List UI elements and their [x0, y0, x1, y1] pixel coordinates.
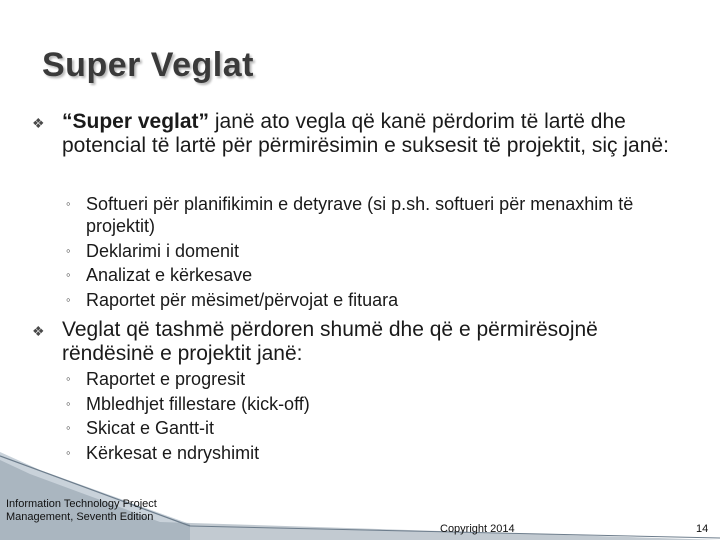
- footer-decoration: [0, 452, 720, 540]
- list-item: [66, 393, 666, 415]
- main-bullet-1-lead: “Super veglat”: [62, 110, 210, 133]
- circle-bullet-icon: ◦: [66, 242, 71, 258]
- footer-copyright: Copyright 2014: [440, 523, 515, 535]
- circle-bullet-icon: ◦: [66, 395, 71, 411]
- list-item-text: Analizat e kërkesave: [86, 265, 253, 285]
- footer-source-line-1: Information Technology Project: [6, 498, 157, 510]
- list-item: [66, 240, 666, 262]
- footer-source-line-2: Management, Seventh Edition: [6, 511, 154, 523]
- list-item: [66, 417, 666, 439]
- list-item-text: Skicat e Gantt-it: [86, 418, 215, 438]
- circle-bullet-icon: ◦: [66, 420, 71, 435]
- circle-bullet-icon: ◦: [66, 291, 71, 307]
- list-item-text: Deklarimi i domenit: [86, 240, 240, 261]
- list-item: [66, 289, 666, 311]
- circle-bullet-icon: ◦: [66, 196, 71, 211]
- list-item: [66, 264, 666, 286]
- diamond-arrow-icon: ❖: [32, 115, 45, 131]
- footer-source: [6, 498, 186, 524]
- list-item-text: Softueri për planifikimin e detyrave (si p.sh. softueri për menaxhim të projektit): [86, 194, 634, 236]
- slide-title: Super Veglat: [42, 46, 254, 84]
- diamond-arrow-icon: ❖: [32, 323, 45, 339]
- list-item-text: Raportet e progresit: [86, 369, 246, 389]
- main-bullet-1-text: [62, 110, 672, 158]
- circle-bullet-icon: ◦: [66, 444, 71, 460]
- list-item-text: Mbledhjet fillestare (kick-off): [86, 393, 310, 414]
- page-number: 14: [696, 523, 709, 535]
- circle-bullet-icon: ◦: [66, 267, 71, 282]
- circle-bullet-icon: ◦: [66, 371, 71, 386]
- list-item: [66, 193, 666, 237]
- list-item: [66, 368, 666, 390]
- main-bullet-2-text: Veglat që tashmë përdoren shumë dhe që e përmirësojnë rëndësinë e projektit janë:: [62, 318, 598, 365]
- sub-list-1: [66, 193, 666, 313]
- list-item-text: Kërkesat e ndryshimit: [86, 442, 260, 463]
- list-item-text: Raportet për mësimet/përvojat e fituara: [86, 289, 399, 310]
- main-bullet-1-rest: janë ato vegla që kanë përdorim të lartë dhe potencial të lartë për përmirësimin e suksesit të projektit, siç janë:: [62, 110, 669, 157]
